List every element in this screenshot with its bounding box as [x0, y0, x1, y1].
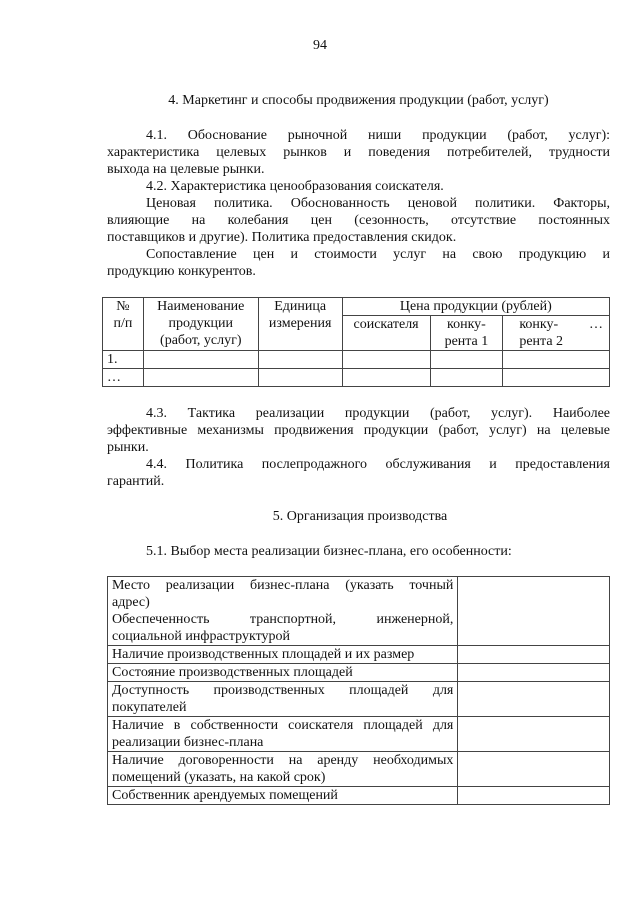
- header-product-name: Наименование продукции (работ, услуг): [143, 298, 258, 351]
- paragraph-4-3: [107, 405, 610, 456]
- paragraph-line: выхода на целевые рынки.: [107, 162, 265, 177]
- page-number: 94: [313, 38, 327, 53]
- paragraph-price-comparison: [107, 246, 610, 280]
- table-row: [108, 717, 610, 752]
- paragraph-line: 4.4. Политика послепродажного обслуживания и предоставления: [146, 457, 610, 472]
- row-label: Наличие в собственности соискателя площадей для реализации бизнес-плана: [108, 717, 458, 752]
- row-label: Наличие производственных площадей и их размер: [108, 646, 458, 664]
- row-label: Место реализации бизнес-плана (указать точный адрес) Обеспеченность транспортной, инженерной, социальной инфраструктурой: [108, 577, 458, 646]
- table-row: [108, 787, 610, 805]
- header-number: № п/п: [103, 298, 144, 351]
- table-row: [103, 351, 610, 369]
- table-row: [108, 664, 610, 682]
- paragraph-line: влияющие на колебания цен (сезонность, отсутствие постоянных: [107, 213, 610, 228]
- header-unit: Единица измерения: [258, 298, 342, 351]
- row-value: [458, 717, 610, 752]
- table-header-row: [103, 298, 610, 316]
- subheader-applicant: соискателя: [342, 316, 430, 351]
- subheader-competitor-2: конку- рента 2 …: [503, 316, 610, 351]
- location-table: [107, 576, 610, 805]
- paragraph-line: поставщиков и другие). Политика предоставления скидок.: [107, 230, 457, 245]
- paragraph-line: 4.3. Тактика реализации продукции (работ, услуг). Наиболее: [146, 406, 610, 421]
- section-5-heading: 5. Организация производства: [272, 509, 448, 524]
- row-label: Состояние производственных площадей: [108, 664, 458, 682]
- paragraph-4-4: [107, 456, 610, 490]
- paragraph-line: Ценовая политика. Обоснованность ценовой политики. Факторы,: [146, 196, 610, 211]
- row-value: [458, 577, 610, 646]
- section-4-heading: 4. Маркетинг и способы продвижения продукции (работ, услуг): [168, 93, 549, 108]
- paragraph-line: рынки.: [107, 440, 149, 455]
- row-value: [458, 664, 610, 682]
- paragraph-5-1: 5.1. Выбор места реализации бизнес-плана, его особенности:: [146, 544, 512, 559]
- table-row: [108, 752, 610, 787]
- subheader-more: …: [589, 317, 603, 332]
- paragraph-line: гарантий.: [107, 474, 165, 489]
- row-value: [458, 752, 610, 787]
- table-row: [108, 646, 610, 664]
- table-row: [108, 682, 610, 717]
- price-comparison-table: [102, 297, 610, 387]
- row-label: Доступность производственных площадей для покупателей: [108, 682, 458, 717]
- paragraph-line: характеристика целевых рынков и поведения потребителей, трудности: [107, 145, 610, 160]
- row-number: 1.: [103, 351, 144, 369]
- paragraph-4-1: [107, 127, 610, 178]
- subheader-competitor-1: конку- рента 1: [430, 316, 503, 351]
- paragraph-line: продукцию конкурентов.: [107, 264, 256, 279]
- row-label: Наличие договоренности на аренду необходимых помещений (указать, на какой срок): [108, 752, 458, 787]
- paragraph-line: Сопоставление цен и стоимости услуг на свою продукцию и: [146, 247, 610, 262]
- paragraph-price-policy: [107, 195, 610, 246]
- table-row: [103, 369, 610, 387]
- row-value: [458, 646, 610, 664]
- row-label: Собственник арендуемых помещений: [108, 787, 458, 805]
- row-number: …: [103, 369, 144, 387]
- paragraph-4-2: 4.2. Характеристика ценообразования соискателя.: [146, 179, 444, 194]
- table-row: [108, 577, 610, 646]
- header-price: Цена продукции (рублей): [342, 298, 609, 316]
- paragraph-line: эффективные механизмы продвижения продукции (работ, услуг) на целевые: [107, 423, 610, 438]
- row-value: [458, 682, 610, 717]
- row-value: [458, 787, 610, 805]
- paragraph-line: 4.1. Обоснование рыночной ниши продукции (работ, услуг):: [146, 128, 610, 143]
